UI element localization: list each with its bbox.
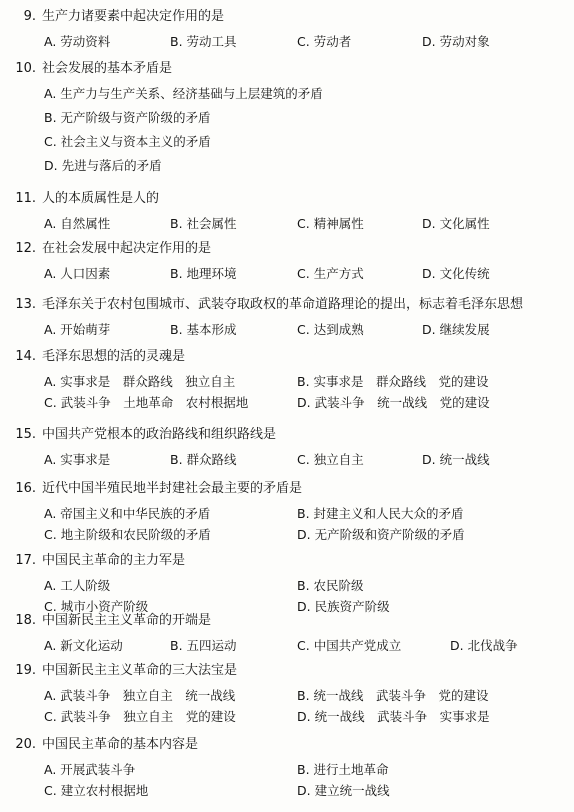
option-letter: A. (44, 506, 61, 521)
answer-option (297, 783, 390, 799)
answer-option (170, 452, 237, 468)
option-letter: A. (44, 762, 61, 777)
question-text: 中国新民主主义革命的三大法宝是 (42, 663, 238, 678)
option-text: 生产方式 (313, 266, 364, 281)
option-letter: B. (170, 452, 187, 467)
option-text: 生产力与生产关系、经济基础与上层建筑的矛盾 (60, 86, 323, 101)
option-letter: A. (44, 216, 61, 231)
option-text: 城市小资产阶级 (60, 599, 149, 614)
answer-option (422, 34, 490, 50)
question-number: 16. (15, 481, 36, 496)
option-letter: A. (44, 34, 61, 49)
option-letter: A. (44, 688, 61, 703)
answer-option (170, 266, 237, 282)
option-letter: D. (297, 783, 315, 798)
option-letter: B. (170, 322, 187, 337)
option-letter: D. (422, 452, 440, 467)
option-text: 建立统一战线 (314, 783, 390, 798)
answer-option (44, 216, 110, 232)
option-letter: A. (44, 452, 61, 467)
question-stem (14, 612, 564, 629)
option-letter: C. (297, 452, 314, 467)
option-letter: D. (422, 322, 440, 337)
question-number: 20. (15, 737, 36, 752)
answer-option (422, 322, 490, 338)
option-text: 自然属性 (60, 216, 111, 231)
option-text: 达到成熟 (313, 322, 364, 337)
answer-option (297, 322, 364, 338)
answer-option (297, 34, 351, 50)
option-text: 武装斗争 独立自主 统一战线 (60, 688, 236, 703)
option-text: 建立农村根据地 (60, 783, 149, 798)
option-text: 无产阶级与资产阶级的矛盾 (60, 110, 211, 125)
option-text: 开展武装斗争 (60, 762, 136, 777)
answer-option (44, 322, 110, 338)
question-text: 在社会发展中起决定作用的是 (42, 241, 212, 256)
question-number: 14. (15, 349, 36, 364)
answer-option (170, 322, 237, 338)
option-letter: C. (297, 266, 314, 281)
answer-option (422, 452, 490, 468)
answer-option (297, 709, 490, 725)
option-text: 劳动工具 (186, 34, 237, 49)
option-letter: C. (44, 783, 61, 798)
option-letter: C. (297, 322, 314, 337)
option-text: 劳动对象 (439, 34, 490, 49)
question-number: 19. (15, 663, 36, 678)
option-text: 武装斗争 土地革命 农村根据地 (60, 395, 249, 410)
question-stem (14, 296, 564, 313)
option-letter: A. (44, 638, 61, 653)
question-number: 15. (15, 427, 36, 442)
question-text: 毛泽东关于农村包围城市、武装夺取政权的革命道路理论的提出，标志着毛泽东思想 (42, 297, 524, 312)
question-stem (14, 480, 564, 497)
option-text: 中国共产党成立 (313, 638, 402, 653)
answer-option (297, 638, 401, 654)
option-text: 精神属性 (313, 216, 364, 231)
option-letter: D. (422, 34, 440, 49)
answer-option (170, 34, 237, 50)
option-text: 基本形成 (186, 322, 237, 337)
option-letter: B. (170, 266, 187, 281)
answer-option (44, 527, 211, 543)
question-text: 毛泽东思想的活的灵魂是 (42, 349, 186, 364)
question-text: 近代中国半殖民地半封建社会最主要的矛盾是 (42, 481, 303, 496)
answer-option (44, 762, 135, 778)
answer-option (297, 578, 364, 594)
answer-option (44, 158, 162, 174)
answer-option (44, 578, 110, 594)
question-text: 中国共产党根本的政治路线和组织路线是 (42, 427, 277, 442)
question-number: 12. (15, 241, 36, 256)
answer-option (297, 762, 389, 778)
option-text: 群众路线 (186, 452, 237, 467)
option-letter: B. (170, 216, 187, 231)
answer-option (297, 374, 489, 390)
option-letter: B. (297, 506, 314, 521)
question-stem (14, 552, 564, 569)
answer-option (450, 638, 518, 654)
option-letter: D. (297, 599, 315, 614)
question-stem (14, 60, 564, 77)
answer-option (297, 216, 364, 232)
option-letter: A. (44, 322, 61, 337)
option-letter: C. (297, 638, 314, 653)
option-text: 地主阶级和农民阶级的矛盾 (60, 527, 211, 542)
option-letter: A. (44, 266, 61, 281)
option-letter: B. (170, 34, 187, 49)
answer-option (44, 709, 236, 725)
answer-option (170, 638, 237, 654)
option-letter: B. (297, 374, 314, 389)
answer-option (297, 506, 464, 522)
option-text: 实事求是 群众路线 独立自主 (60, 374, 236, 389)
question-text: 中国新民主主义革命的开端是 (42, 613, 212, 628)
answer-option (297, 688, 489, 704)
option-letter: C. (44, 599, 61, 614)
option-text: 封建主义和人民大众的矛盾 (313, 506, 464, 521)
question-number: 17. (15, 553, 36, 568)
question-text: 社会发展的基本矛盾是 (42, 61, 173, 76)
option-text: 帝国主义和中华民族的矛盾 (60, 506, 211, 521)
option-text: 实事求是 (60, 452, 111, 467)
answer-option (297, 395, 490, 411)
question-stem (14, 8, 564, 25)
question-text: 人的本质属性是人的 (42, 191, 160, 206)
option-letter: C. (44, 527, 61, 542)
answer-option (44, 688, 235, 704)
question-stem (14, 240, 564, 257)
option-text: 地理环境 (186, 266, 237, 281)
option-text: 文化属性 (439, 216, 490, 231)
option-letter: B. (297, 578, 314, 593)
answer-option (44, 266, 110, 282)
option-letter: D. (297, 709, 315, 724)
option-letter: A. (44, 374, 61, 389)
answer-option (44, 452, 110, 468)
option-letter: D. (422, 266, 440, 281)
option-text: 农民阶级 (313, 578, 364, 593)
answer-option (44, 110, 211, 126)
answer-option (44, 374, 235, 390)
option-text: 新文化运动 (60, 638, 123, 653)
answer-option (44, 134, 211, 150)
option-letter: B. (297, 688, 314, 703)
answer-option (422, 266, 490, 282)
answer-option (422, 216, 490, 232)
answer-option (297, 527, 465, 543)
question-text: 中国民主革命的基本内容是 (42, 737, 199, 752)
option-text: 先进与落后的矛盾 (61, 158, 162, 173)
question-stem (14, 348, 564, 365)
option-letter: D. (297, 527, 315, 542)
option-text: 人口因素 (60, 266, 111, 281)
question-number: 18. (15, 613, 36, 628)
option-text: 劳动者 (313, 34, 352, 49)
option-text: 工人阶级 (60, 578, 111, 593)
option-text: 文化传统 (439, 266, 490, 281)
option-text: 武装斗争 独立自主 党的建设 (60, 709, 236, 724)
option-text: 实事求是 群众路线 党的建设 (313, 374, 489, 389)
option-text: 继续发展 (439, 322, 490, 337)
option-letter: A. (44, 86, 61, 101)
question-number: 11. (15, 191, 36, 206)
option-letter: B. (297, 762, 314, 777)
option-text: 北伐战争 (467, 638, 518, 653)
question-number: 13. (15, 297, 36, 312)
answer-option (44, 506, 210, 522)
option-text: 社会主义与资本主义的矛盾 (60, 134, 211, 149)
option-text: 开始萌芽 (60, 322, 111, 337)
question-number: 10. (15, 61, 36, 76)
option-letter: B. (44, 110, 61, 125)
answer-option (44, 783, 148, 799)
option-letter: D. (44, 158, 62, 173)
option-text: 统一战线 武装斗争 党的建设 (313, 688, 489, 703)
question-stem (14, 426, 564, 443)
option-letter: C. (44, 709, 61, 724)
option-letter: C. (44, 395, 61, 410)
option-text: 统一战线 (439, 452, 490, 467)
option-letter: C. (44, 134, 61, 149)
option-letter: D. (297, 395, 315, 410)
answer-option (44, 395, 248, 411)
answer-option (44, 638, 123, 654)
option-letter: D. (422, 216, 440, 231)
question-stem (14, 736, 564, 753)
answer-option (170, 216, 237, 232)
option-text: 无产阶级和资产阶级的矛盾 (314, 527, 465, 542)
option-letter: C. (297, 216, 314, 231)
option-letter: B. (170, 638, 187, 653)
answer-option (44, 34, 110, 50)
question-number: 9. (23, 9, 36, 24)
answer-option (44, 86, 323, 102)
option-text: 劳动资料 (60, 34, 111, 49)
option-text: 民族资产阶级 (314, 599, 390, 614)
answer-option (297, 266, 364, 282)
option-text: 统一战线 武装斗争 实事求是 (314, 709, 490, 724)
option-text: 进行土地革命 (313, 762, 389, 777)
question-text: 中国民主革命的主力军是 (42, 553, 186, 568)
option-letter: D. (450, 638, 468, 653)
option-text: 独立自主 (313, 452, 364, 467)
option-text: 武装斗争 统一战线 党的建设 (314, 395, 490, 410)
answer-option (297, 452, 364, 468)
option-text: 社会属性 (186, 216, 237, 231)
option-letter: A. (44, 578, 61, 593)
question-stem (14, 662, 564, 679)
question-stem (14, 190, 564, 207)
option-text: 五四运动 (186, 638, 237, 653)
question-text: 生产力诸要素中起决定作用的是 (42, 9, 225, 24)
option-letter: C. (297, 34, 314, 49)
